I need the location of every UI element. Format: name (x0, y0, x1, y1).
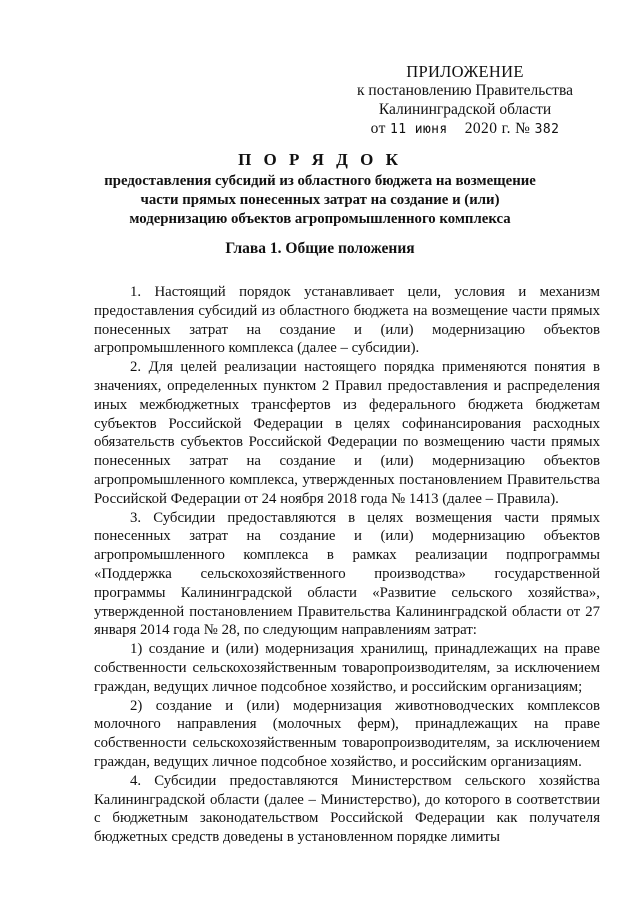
appendix-line-1: к постановлению Правительства (357, 82, 573, 99)
document-subtitle: предоставления субсидий из областного бюджета на возмещение части прямых понесенных затрат на создание и (или) модернизацию объектов агропромышленного комплекса (104, 173, 536, 227)
appendix-title: ПРИЛОЖЕНИЕ (406, 62, 524, 81)
document-number: 382 (534, 122, 560, 137)
appendix-date-line (340, 119, 590, 139)
date-year: 2020 г. № (464, 120, 531, 137)
date-prefix: от (370, 120, 386, 137)
paragraph-4: 4. Субсидии предоставляются Министерством сельского хозяйства Калининградской области (далее – Министерство), до которого в соответствии с бюджетным законодательством Российской Федерации как получателя бюджетных средств доведены в установленном порядке лимиты (94, 772, 600, 846)
appendix-block (340, 62, 590, 139)
chapter-heading: Глава 1. Общие положения (225, 240, 415, 257)
paragraph-2: 2. Для целей реализации настоящего порядка применяются понятия в значениях, определенных пунктом 2 Правил предоставления и распределения иных межбюджетных трансфертов из федерального бюджета бюджетам субъектов Российской Федерации в целях софинансирования расходных обязательств субъектов Российской Федерации по возмещению части прямых понесенных затрат на создание и (или) модернизацию объектов агропромышленного комплекса, утвержденных постановлением Правительства Российской Федерации от 24 ноября 2018 года № 1413 (далее – Правила). (94, 359, 600, 507)
document-title: П О Р Я Д О К (238, 150, 402, 169)
paragraph-3-item-2: 2) создание и (или) модернизация животноводческих комплексов молочного направления (молочных ферм), принадлежащих на праве собственности сельскохозяйственным товаропроизводителям, за исключением граждан, ведущих личное подсобное хозяйство, и российским организациям. (94, 697, 600, 770)
document-body (94, 283, 600, 847)
paragraph-1: 1. Настоящий порядок устанавливает цели, условия и механизм предоставления субсидий из областного бюджета на возмещение части прямых понесенных затрат на создание и (или) модернизацию объектов агропромышленного комплекса (далее – субсидии). (94, 284, 600, 357)
appendix-line-2: Калининградской области (378, 101, 552, 118)
date-day-month: 11 июня (390, 122, 448, 137)
paragraph-3-item-1: 1) создание и (или) модернизация хранилищ, принадлежащих на праве собственности сельскохозяйственным товаропроизводителям, за исключением граждан, ведущих личное подсобное хозяйство, и российским организациям; (94, 641, 600, 695)
paragraph-3: 3. Субсидии предоставляются в целях возмещения части прямых понесенных затрат на создание и (или) модернизацию объектов агропромышленного комплекса в рамках реализации подпрограммы «Поддержка сельскохозяйственного производства» государственной программы Калининградской области «Развитие сельского хозяйства», утвержденной постановлением Правительства Калининградской области от 27 января 2014 года № 28, по следующим направлениям затрат: (94, 509, 600, 639)
